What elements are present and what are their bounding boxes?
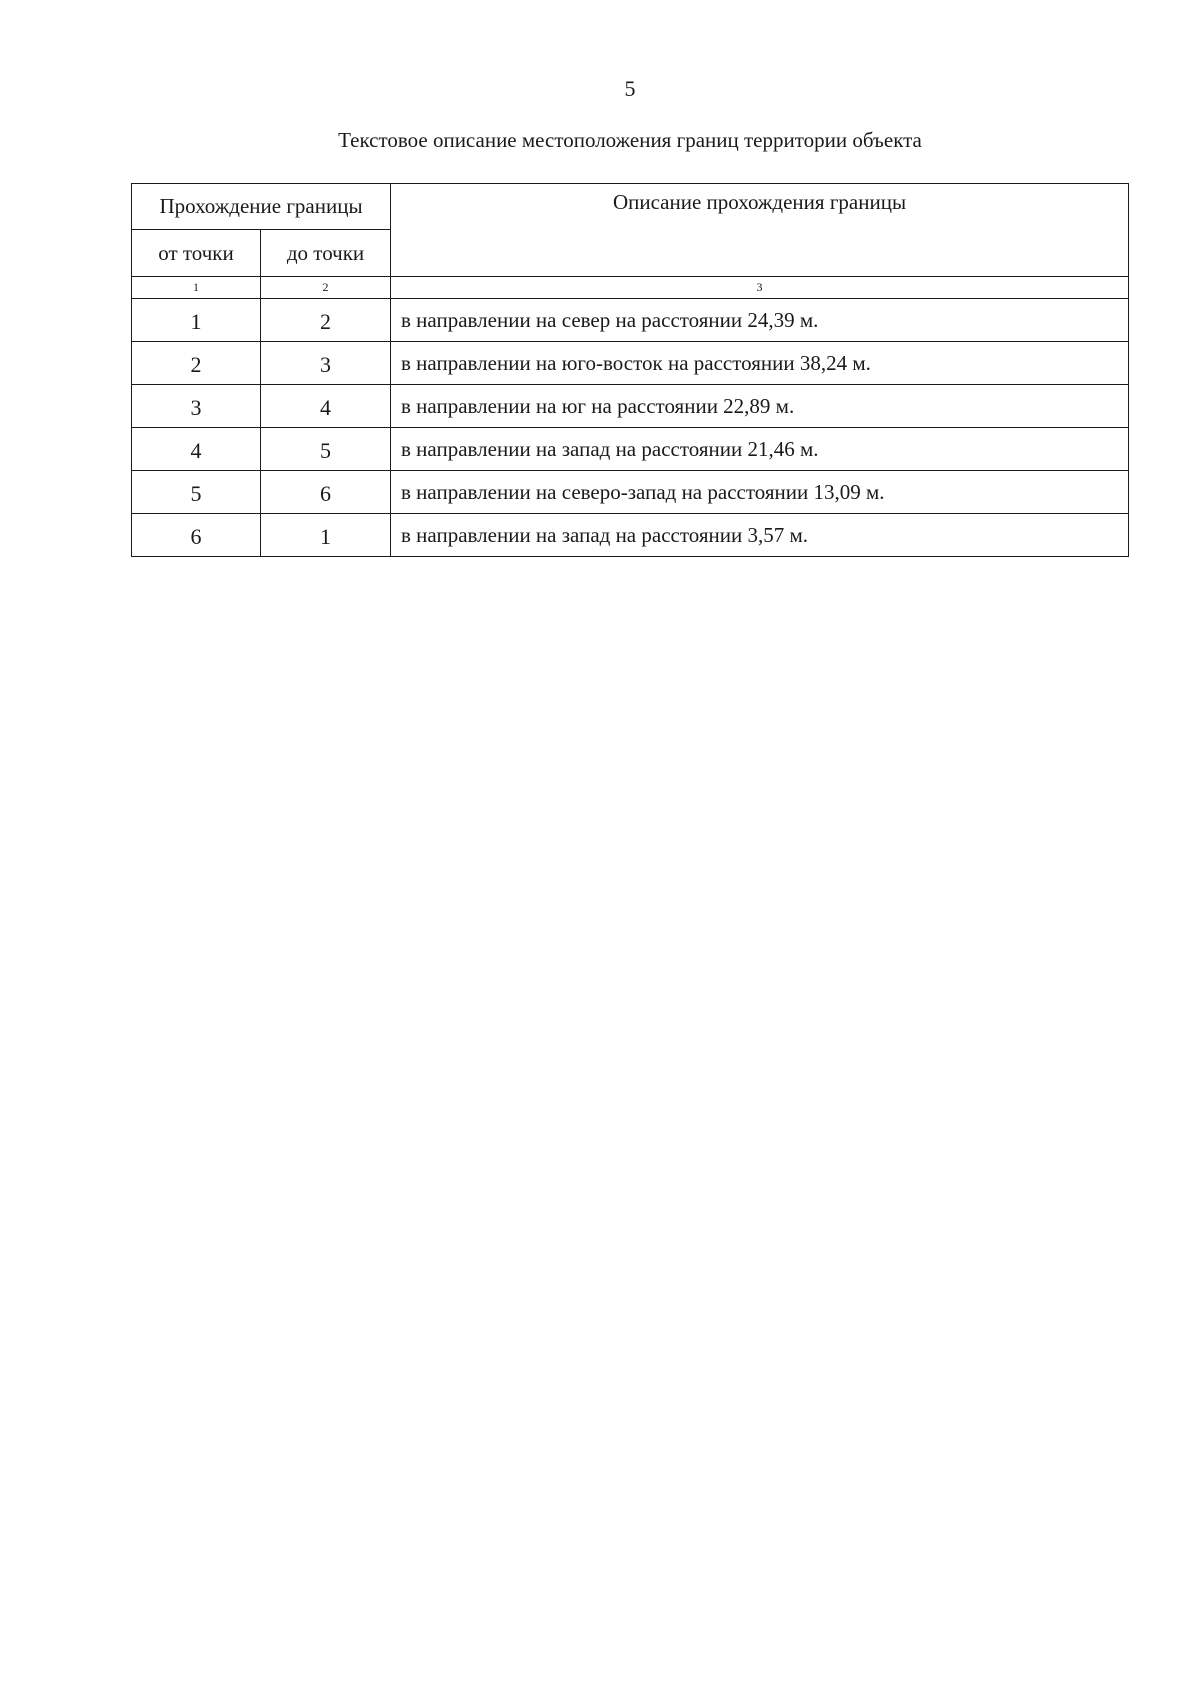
table-header-row [132, 184, 1129, 230]
table-row [132, 299, 1129, 342]
from-point-cell: 2 [132, 342, 261, 385]
header-to-point: до точки [261, 230, 391, 277]
to-point-cell: 3 [261, 342, 391, 385]
column-number: 3 [391, 277, 1129, 299]
description-cell: в направлении на юго-восток на расстоянии 38,24 м. [391, 342, 1129, 385]
page-number: 5 [624, 76, 636, 101]
to-point-cell: 1 [261, 514, 391, 557]
column-number: 1 [132, 277, 261, 299]
description-cell: в направлении на запад на расстоянии 21,46 м. [391, 428, 1129, 471]
table-row [132, 385, 1129, 428]
boundary-table [131, 183, 1129, 557]
from-point-cell: 6 [132, 514, 261, 557]
description-cell: в направлении на запад на расстоянии 3,57 м. [391, 514, 1129, 557]
header-from-point: от точки [132, 230, 261, 277]
table-row [132, 514, 1129, 557]
from-point-cell: 4 [132, 428, 261, 471]
from-point-cell: 3 [132, 385, 261, 428]
document-title: Текстовое описание местоположения границ территории объекта [338, 128, 922, 152]
from-point-cell: 5 [132, 471, 261, 514]
to-point-cell: 6 [261, 471, 391, 514]
table-row [132, 428, 1129, 471]
table-row [132, 471, 1129, 514]
table-row [132, 342, 1129, 385]
description-cell: в направлении на юг на расстоянии 22,89 м. [391, 385, 1129, 428]
header-boundary-passage: Прохождение границы [132, 184, 391, 230]
to-point-cell: 5 [261, 428, 391, 471]
description-cell: в направлении на север на расстоянии 24,39 м. [391, 299, 1129, 342]
column-number: 2 [261, 277, 391, 299]
header-description: Описание прохождения границы [391, 184, 1129, 277]
to-point-cell: 4 [261, 385, 391, 428]
description-cell: в направлении на северо-запад на расстоянии 13,09 м. [391, 471, 1129, 514]
from-point-cell: 1 [132, 299, 261, 342]
column-number-row [132, 277, 1129, 299]
to-point-cell: 2 [261, 299, 391, 342]
